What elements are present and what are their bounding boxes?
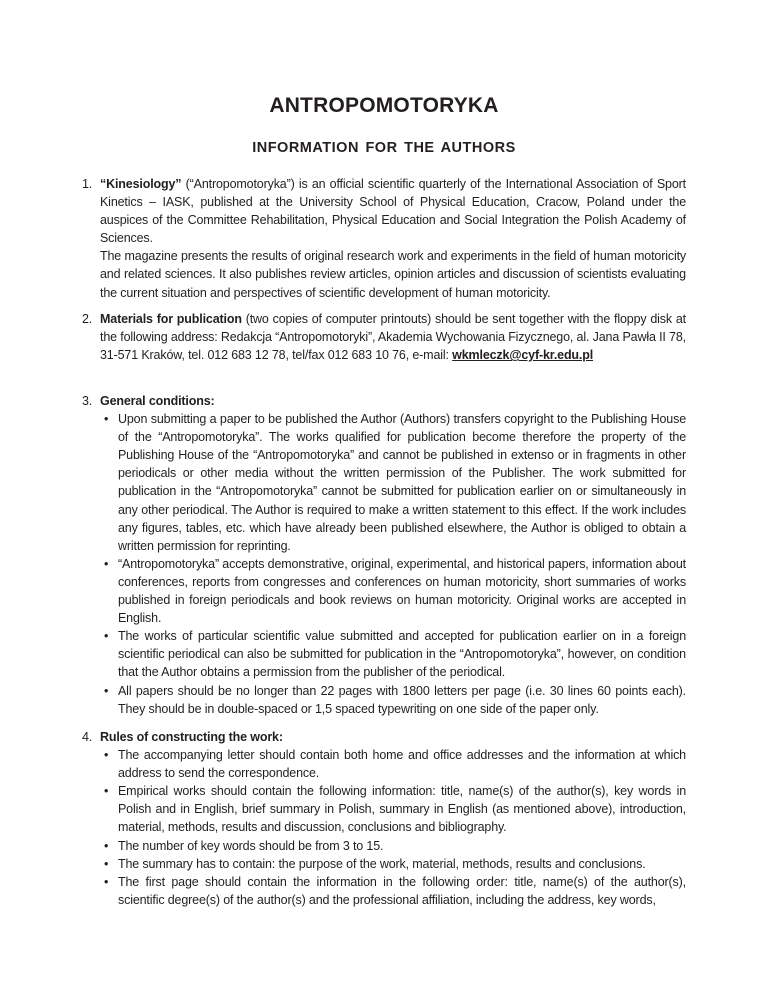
section-4	[82, 728, 686, 909]
list-item: • The first page should contain the information in the following order: title, name(s) of the author(s), scientific degree(s) of the author(s) and the professional affiliation, including the address, key words,	[104, 874, 686, 907]
bullet-icon: •	[104, 838, 109, 853]
section-paragraph-2: The magazine presents the results of original research work and experiments in the field of human motoricity and related sciences. It also publishes review articles, opinion articles and discussion of scientists evaluating the current situation and perspectives of scientific development of human motoricity.	[100, 249, 686, 300]
section-number: 1.	[82, 177, 93, 191]
list-item: • The summary has to contain: the purpose of the work, material, methods, results and conclusions.	[100, 855, 686, 873]
list-item: • The number of key words should be from 3 to 15.	[100, 837, 686, 855]
bullet-list	[100, 410, 686, 718]
bullet-icon: •	[104, 412, 109, 427]
journal-title: ANTROPOMOTORYKA	[269, 94, 499, 117]
section-lead: Materials for publication	[100, 312, 242, 326]
bullet-icon: •	[104, 748, 109, 763]
bullet-icon: •	[104, 629, 109, 644]
section-1	[82, 175, 686, 302]
bullet-icon: •	[104, 856, 109, 871]
section-number: 3.	[82, 394, 93, 408]
email-link[interactable]: wkmleczk@cyf-kr.edu.pl	[452, 348, 594, 363]
section-paragraph	[100, 175, 686, 247]
section-text: (“Antropomotoryka”) is an official scientific quarterly of the International Association of Sport Kinetics – IASK, published at the University School of Physical Education, Cracow, Poland under the auspices of the Committee Rehabilitation, Physical Education and Social Integration the Polish Academy of Sciences.	[100, 177, 686, 246]
section-number: 2.	[82, 312, 93, 326]
list-item: • Upon submitting a paper to be published the Author (Authors) transfers copyright to the Publishing House of the “Antropomotoryka”. The works qualified for publication become therefore the property of the Publishing House of the “Antropomotoryka” and cannot be published in extenso or in fragments in other periodicals or other media without the written permission of the Publisher. The work submitted for publication in the “Antropomotoryka” cannot be submitted for publication earlier on or simultaneously in any other periodical. The Author is required to make a written statement to this effect. If the work includes any figures, tables, etc. which have already been published elsewhere, the Author is obliged to obtain a written permission for reprinting.	[104, 412, 686, 553]
section-2	[82, 310, 686, 364]
list-item: • Empirical works should contain the following information: title, name(s) of the author(s), key words in Polish and in English, brief summary in Polish, summary in English (as mentioned above), introduction, material, methods, results and discussion, conclusions and bibliography.	[104, 784, 686, 835]
section-number: 4.	[82, 730, 93, 744]
bullet-list	[100, 746, 686, 909]
section-3	[82, 392, 686, 718]
bullet-icon: •	[104, 874, 109, 889]
bullet-icon: •	[104, 556, 109, 571]
list-item: • The works of particular scientific value submitted and accepted for publication earlier on in a foreign scientific periodical can also be submitted for publication in the “Antropomotoryka”, however, on condition that the Author obtains a permission from the publisher of the periodical.	[104, 629, 686, 680]
section-heading: Rules of constructing the work:	[100, 730, 283, 744]
list-item: • “Antropomotoryka” accepts demonstrative, original, experimental, and historical papers, information about conferences, reports from congresses and conferences on human motoricity, short summaries of works published in foreign periodicals and book reviews on human motoricity. Original works are accepted in English.	[104, 556, 686, 626]
list-item: • The accompanying letter should contain both home and office addresses and the information at which address to send the correspondence.	[104, 748, 686, 781]
page-subtitle: INFORMATION FOR THE AUTHORS	[252, 140, 516, 156]
bullet-icon: •	[104, 683, 109, 698]
bullet-icon: •	[104, 784, 109, 799]
section-heading: General conditions:	[100, 394, 215, 408]
section-text: (two copies of computer printouts) should be sent together with the floppy disk at the following address: Redakcja “Antropomotoryki”, Akademia Wychowania Fizycznego, al. Jana Pawła II 78, 31-571 Kraków, tel. 012 683 12 78, tel/fax 012 683 10 76, e-mail:	[100, 312, 686, 363]
section-lead: “Kinesiology”	[100, 177, 182, 191]
section-paragraph	[100, 310, 686, 364]
list-item: • All papers should be no longer than 22 pages with 1800 letters per page (i.e. 30 lines 60 points each). They should be in double-spaced or 1,5 spaced typewriting on one side of the paper only.	[104, 683, 686, 716]
